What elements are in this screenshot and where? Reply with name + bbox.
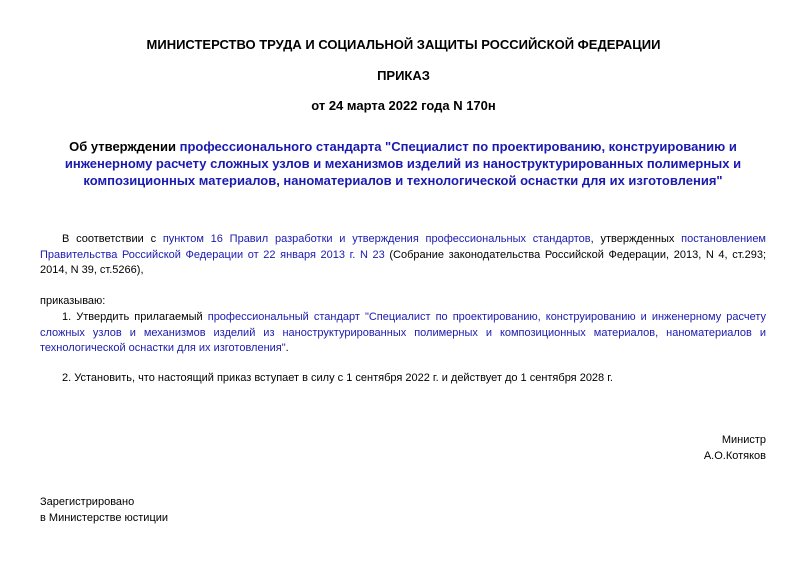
rules-clause-link[interactable]: пунктом 16 Правил разработки и утверждения профессиональных стандартов bbox=[162, 233, 591, 245]
ministry-heading: МИНИСТЕРСТВО ТРУДА И СОЦИАЛЬНОЙ ЗАЩИТЫ РОССИЙСКОЙ ФЕДЕРАЦИИ bbox=[146, 37, 661, 52]
title-prefix: Об утверждении bbox=[69, 139, 180, 154]
order-item-2: 2. Установить, что настоящий приказ вступает в силу с 1 сентября 2022 г. и действует до 1 сентября 2028 г. bbox=[62, 372, 613, 384]
signature-name: А.О.Котяков bbox=[703, 450, 766, 462]
registration-line-2: в Министерстве юстиции bbox=[40, 512, 169, 524]
preamble-text-3: (Собрание законодательства Российской Федерации, 2013, N 4, ст.293; 2014, N 39, ст.5266), bbox=[40, 248, 767, 276]
item-1-text-1: 1. Утвердить прилагаемый bbox=[62, 311, 208, 323]
registration-line-1: Зарегистрировано bbox=[40, 496, 135, 508]
government-decree-link[interactable]: постановлением Правительства Российской Федерации от 22 января 2013 г. N 23 bbox=[40, 233, 766, 261]
professional-standard-link[interactable]: профессиональный стандарт "Специалист по проектированию, конструированию и инженерному расчету сложных узлов и механизмов изделий из наноструктурированных полимерных и композиционных материалов, наноматериалов и технологической оснастки для их изготовления" bbox=[40, 311, 767, 354]
item-1-text-2: . bbox=[285, 342, 289, 354]
document-title bbox=[48, 138, 758, 189]
date-number-heading: от 24 марта 2022 года N 170н bbox=[311, 98, 496, 113]
order-word: приказываю: bbox=[40, 295, 106, 307]
preamble-text-2: , утвержденных bbox=[590, 233, 682, 245]
preamble-text-1: В соответствии с bbox=[62, 233, 163, 245]
document-type-heading: ПРИКАЗ bbox=[377, 68, 430, 83]
preamble-paragraph bbox=[40, 232, 766, 279]
title-standard-link[interactable]: профессионального стандарта "Специалист по проектированию, конструированию и инженерному расчету сложных узлов и механизмов изделий из наноструктурированных полимерных и композиционных материалов, наноматериалов и технологической оснастки для их изготовления" bbox=[64, 139, 742, 188]
order-item-1 bbox=[40, 310, 766, 357]
signature-position: Министр bbox=[721, 434, 766, 446]
